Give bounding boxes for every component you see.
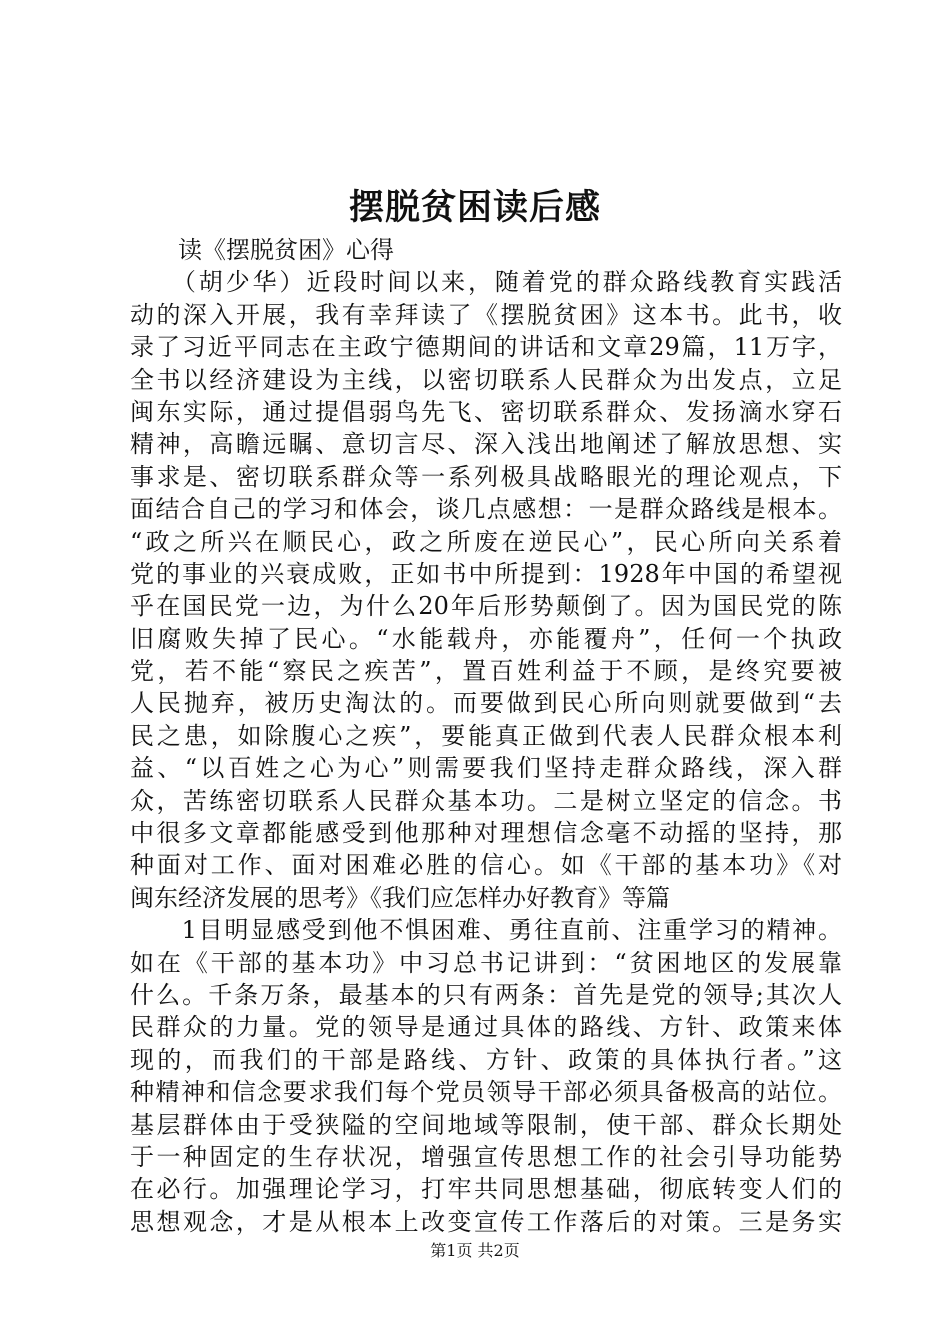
text-line: 全书以经济建设为主线，以密切联系人民群众为出发点，立足 bbox=[130, 365, 842, 394]
text-line: 事求是、密切联系群众等一系列极具战略眼光的理论观点，下 bbox=[130, 462, 842, 491]
text-line: 什么。千条万条，最基本的只有两条：首先是党的领导;其次人 bbox=[130, 980, 842, 1009]
text-line: 1目明显感受到他不惧困难、勇往直前、注重学习的精神。 bbox=[130, 916, 842, 945]
text-line: 党，若不能“察民之疾苦”，置百姓利益于不顾，是终究要被 bbox=[130, 657, 842, 686]
text-line: 闽东实际，通过提倡弱鸟先飞、密切联系群众、发扬滴水穿石 bbox=[130, 397, 842, 426]
text-line: 民之患，如除腹心之疾”，要能真正做到代表人民群众根本利 bbox=[130, 721, 842, 750]
text-line: 闽东经济发展的思考》《我们应怎样办好教育》等篇 bbox=[130, 883, 670, 912]
text-line: 人民抛弃，被历史淘汰的。而要做到民心所向则就要做到“去 bbox=[130, 689, 842, 718]
text-line: 于一种固定的生存状况，增强宣传思想工作的社会引导功能势 bbox=[130, 1142, 842, 1171]
text-line: 益、“以百姓之心为心”则需要我们坚持走群众路线，深入群 bbox=[130, 754, 842, 783]
text-line: “政之所兴在顺民心，政之所废在逆民心”，民心所向关系着 bbox=[130, 527, 842, 556]
text-line: 民群众的力量。党的领导是通过具体的路线、方针、政策来体 bbox=[130, 1013, 842, 1042]
text-line: 基层群体由于受狭隘的空间地域等限制，使干部、群众长期处 bbox=[130, 1110, 842, 1139]
text-line: 乎在国民党一边，为什么20年后形势颠倒了。因为国民党的陈 bbox=[130, 592, 842, 621]
text-line: 众，苦练密切联系人民群众基本功。二是树立坚定的信念。书 bbox=[130, 786, 842, 815]
text-line: 录了习近平同志在主政宁德期间的讲话和文章29篇，11万字， bbox=[130, 333, 842, 362]
text-line: 精神，高瞻远瞩、意切言尽、深入浅出地阐述了解放思想、实 bbox=[130, 430, 842, 459]
document-title: 摆脱贫困读后感 bbox=[348, 187, 601, 228]
text-line: 思想观念，才是从根本上改变宣传工作落后的对策。三是务实 bbox=[130, 1207, 842, 1236]
text-line: （胡少华）近段时间以来，随着党的群众路线教育实践活 bbox=[130, 268, 842, 297]
text-line: 中很多文章都能感受到他那种对理想信念毫不动摇的坚持，那 bbox=[130, 819, 842, 848]
text-line: 现的，而我们的干部是路线、方针、政策的具体执行者。”这 bbox=[130, 1045, 842, 1074]
text-line: 种面对工作、面对困难必胜的信心。如《干部的基本功》《对 bbox=[130, 851, 842, 880]
text-line: 党的事业的兴衰成败，正如书中所提到：1928年中国的希望视 bbox=[130, 559, 842, 588]
text-line: 在必行。加强理论学习，打牢共同思想基础，彻底转变人们的 bbox=[130, 1175, 842, 1204]
page-footer: 第1页 共2页 bbox=[430, 1241, 520, 1260]
text-line: 如在《干部的基本功》中习总书记讲到：“贫困地区的发展靠 bbox=[130, 948, 842, 977]
text-line: 动的深入开展，我有幸拜读了《摆脱贫困》这本书。此书，收 bbox=[130, 300, 842, 329]
text-line: 种精神和信念要求我们每个党员领导干部必须具备极高的站位。 bbox=[130, 1078, 842, 1107]
text-line: 读《摆脱贫困》心得 bbox=[130, 236, 394, 264]
text-line: 旧腐败失掉了民心。“水能载舟，亦能覆舟”，任何一个执政 bbox=[130, 624, 842, 653]
document-body bbox=[130, 234, 842, 1238]
text-line: 面结合自己的学习和体会，谈几点感想：一是群众路线是根本。 bbox=[130, 495, 842, 524]
